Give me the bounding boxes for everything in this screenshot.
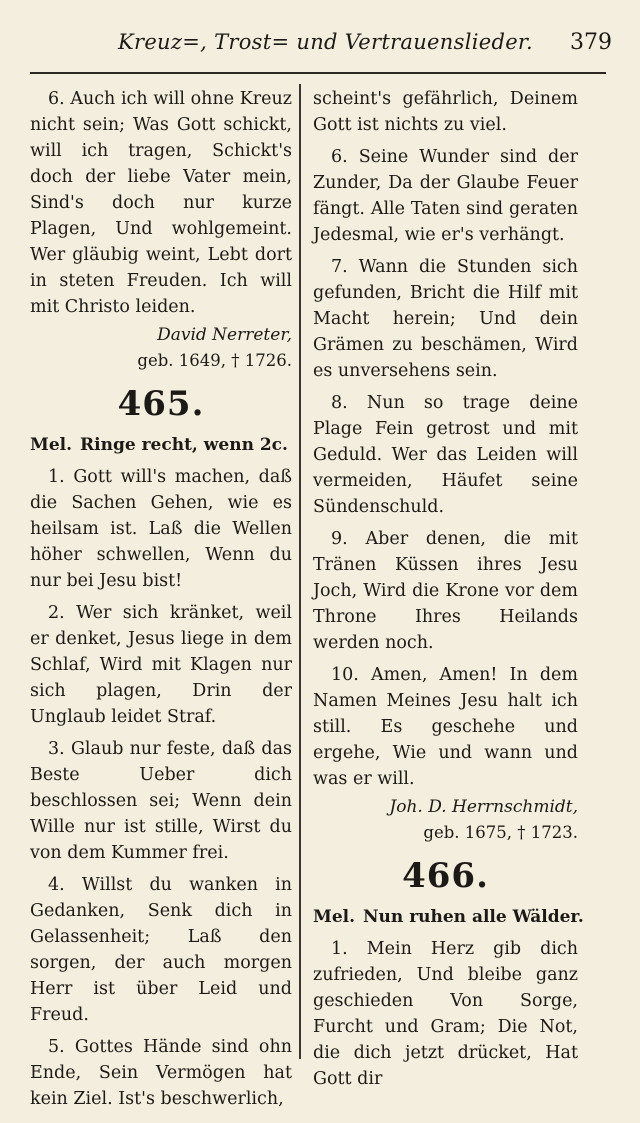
column-divider <box>299 84 301 1059</box>
melody-text: Nun ruhen alle Wälder. <box>363 907 584 927</box>
verse-465-1: 1. Gott will's machen, daß die Sachen Gehen, wie es heilsam ist. Laß die Wellen höher schwellen, Wenn du nur bei Jesu bist! <box>30 467 292 591</box>
verse-465-7: 7. Wann die Stunden sich gefunden, Bricht die Hilf mit Macht herein; Und dein Grämen zu beschämen, Wird es unversehens sein. <box>313 257 578 381</box>
melody-line-465 <box>30 432 292 458</box>
hymn-number-465: 465. <box>117 384 205 424</box>
verse-466-1: 1. Mein Herz gib dich zufrieden, Und bleibe ganz geschieden Von Sorge, Furcht und Gram; Die Not, die dich jetzt drücket, Hat Gott dir <box>313 939 578 1089</box>
hymn-number-466: 466. <box>402 856 489 896</box>
right-column <box>313 86 584 1092</box>
verse-465-5: 5. Gottes Hände sind ohn Ende, Sein Vermögen hat kein Ziel. Ist's beschwerlich, <box>30 1037 292 1109</box>
verse-465-5-continued: scheint's gefährlich, Deinem Gott ist nichts zu viel. <box>313 89 578 135</box>
verse-465-3: 3. Glaub nur feste, daß das Beste Ueber dich beschlossen sei; Wenn dein Wille nur ist stille, Wirst du von dem Kummer frei. <box>30 739 292 863</box>
page-number: 379 <box>570 30 612 55</box>
left-column <box>30 86 292 1112</box>
author-nerreter <box>30 322 292 374</box>
melody-line-466 <box>313 904 584 930</box>
author-dates: geb. 1675, † 1723. <box>423 823 578 842</box>
running-title: Kreuz=, Trost= und Vertrauenslieder. <box>118 30 533 54</box>
verse-465-9: 9. Aber denen, die mit Tränen Küssen ihres Jesu Joch, Wird die Krone vor dem Throne Ihres Heilands werden noch. <box>313 529 578 653</box>
melody-label: Mel. <box>313 907 356 927</box>
verse-465-2: 2. Wer sich kränket, weil er denket, Jesus liege in dem Schlaf, Wird mit Klagen nur sich plagen, Drin der Unglaub leidet Straf. <box>30 603 292 727</box>
melody-label: Mel. <box>30 435 73 455</box>
verse-465-8: 8. Nun so trage deine Plage Fein getrost und mit Geduld. Wer das Leiden will vermeiden, Häufet seine Sündenschuld. <box>313 393 578 517</box>
verse-465-4: 4. Willst du wanken in Gedanken, Senk dich in Gelassenheit; Laß den sorgen, der auch morgen Herr ist über Leid und Freud. <box>30 875 292 1025</box>
melody-text: Ringe recht, wenn 2c. <box>80 435 288 455</box>
author-herrnschmidt <box>313 794 578 846</box>
header-rule <box>30 72 606 74</box>
author-name: David Nerreter, <box>157 325 292 345</box>
author-dates: geb. 1649, † 1726. <box>137 351 292 370</box>
verse-464-6: 6. Auch ich will ohne Kreuz nicht sein; Was Gott schickt, will ich tragen, Schickt's doch der liebe Vater mein, Sind's doch nur kurze Plagen, Und wohlgemeint. Wer gläubig weint, Lebt dort in steten Freuden. Ich will mit Christo leiden. <box>30 89 292 317</box>
author-name: Joh. D. Herrnschmidt, <box>389 797 578 817</box>
verse-465-6: 6. Seine Wunder sind der Zunder, Da der Glaube Feuer fängt. Alle Taten sind geraten Jedesmal, wie er's verhängt. <box>313 147 578 245</box>
verse-465-10: 10. Amen, Amen! In dem Namen Meines Jesu halt ich still. Es geschehe und ergehe, Wie und wann und was er will. <box>313 665 578 789</box>
page-header <box>0 0 640 72</box>
